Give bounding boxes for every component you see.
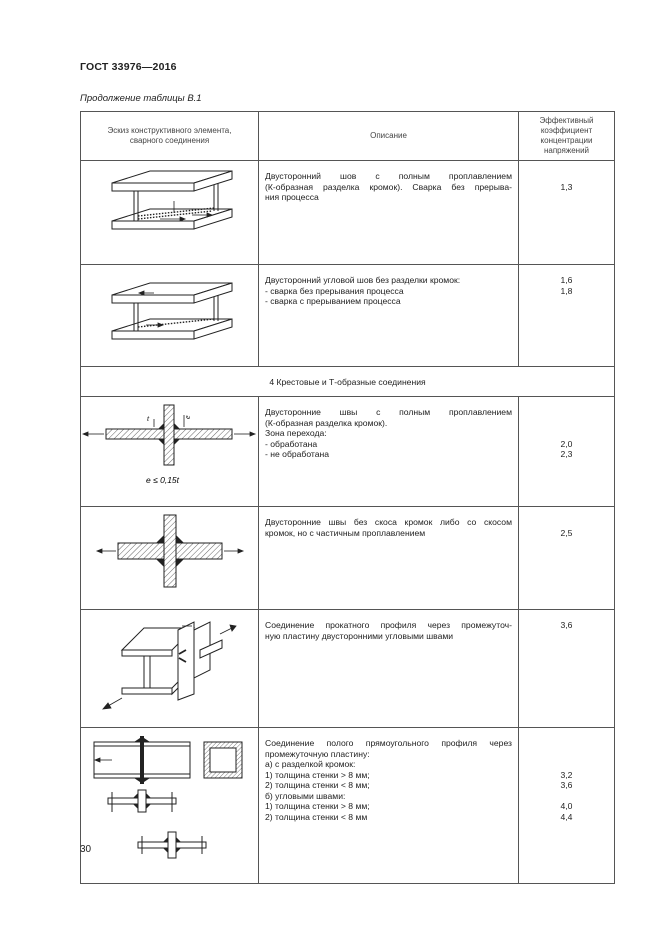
sketch-cell	[81, 507, 259, 610]
document-title: ГОСТ 33976—2016	[80, 61, 177, 73]
hollow-section-via-plate-sketch	[82, 728, 258, 873]
double-fillet-no-bevel-sketch	[82, 265, 258, 356]
table-row	[81, 610, 615, 728]
coefficient-value	[519, 428, 614, 439]
transition-label-e: e	[182, 415, 192, 419]
table-row	[81, 265, 615, 367]
description-line: а) с разделкой кромок:	[265, 759, 356, 769]
coefficient-value: 4,4	[560, 811, 573, 822]
sketch-cell	[81, 728, 259, 884]
table-row	[81, 728, 615, 884]
table-row	[81, 397, 615, 507]
page-number: 30	[80, 844, 92, 855]
coefficient-value	[519, 171, 614, 182]
header-sketch: Эскиз конструктивного элемента, сварного соединения	[81, 112, 259, 161]
coefficient-value	[519, 791, 614, 802]
description-line: ную пластину двусторонними угловыми швами	[265, 630, 454, 641]
description-line: - сварка с прерыванием процесса	[265, 296, 401, 306]
description-line: Двусторонний угловой шов без разделки кромок:	[265, 275, 461, 285]
description-cell	[259, 161, 519, 265]
coefficient-cell	[519, 265, 615, 367]
coefficient-value	[519, 407, 614, 418]
coefficient-value	[519, 418, 614, 429]
table-header-row	[81, 112, 615, 161]
description-cell	[259, 265, 519, 367]
coefficient-value	[519, 738, 614, 749]
coefficient-value	[519, 759, 614, 770]
description-cell	[259, 397, 519, 507]
sketch-cell	[81, 397, 259, 507]
coefficient-cell	[519, 397, 615, 507]
coefficient-value: 1,8	[560, 285, 573, 296]
description-line: ния процесса	[265, 192, 319, 202]
description-line: 1) толщина стенки > 8 мм;	[265, 769, 370, 780]
description-line: - обработана	[265, 438, 318, 449]
sketch-caption: e ≤ 0,15t	[145, 475, 179, 485]
coefficient-value	[519, 517, 614, 528]
double-tee-full-penetration-sketch	[82, 161, 258, 254]
section-title: 4 Крестовые и Т-образные соединения	[81, 367, 615, 397]
rolled-profile-via-plate-sketch	[82, 610, 258, 717]
welded-joints-table	[80, 111, 615, 884]
coefficient-value: 3,6	[560, 780, 573, 790]
description-line: - не обработана	[265, 449, 330, 459]
coefficient-value: 2,5	[560, 527, 573, 538]
coefficient-value: 4,0	[560, 801, 573, 811]
description-line: промежуточную пластину:	[265, 748, 370, 759]
description-line: 2) толщина стенки < 8 мм	[265, 811, 368, 822]
sketch-cell	[81, 161, 259, 265]
description-cell	[259, 728, 519, 884]
description-line: б) угловыми швами:	[265, 790, 346, 801]
description-line: кромок, но с частичным проплавлением	[265, 527, 426, 538]
section-row	[81, 367, 615, 397]
description-line: 1) толщина стенки > 8 мм;	[265, 801, 370, 811]
sketch-cell	[81, 265, 259, 367]
coefficient-value: 3,2	[560, 769, 573, 780]
coefficient-value: 3,6	[560, 620, 573, 630]
header-coefficient: Эффективный коэффициент концентрации напряжений	[519, 112, 615, 161]
cruciform-partial-penetration-sketch	[82, 507, 258, 599]
coefficient-value: 1,6	[560, 275, 573, 285]
coefficient-cell	[519, 610, 615, 728]
header-description: Описание	[259, 112, 519, 161]
description-line: (К-образная разделка кромок). Сварка без прерыва-	[265, 181, 512, 192]
thickness-label-t: t	[146, 414, 149, 423]
description-line: Соединение полого прямоугольного профиля через	[265, 738, 512, 748]
description-line: Двусторонний шов с полным проплавлением	[265, 171, 512, 181]
sketch-cell	[81, 610, 259, 728]
coefficient-value	[519, 749, 614, 760]
coefficient-value: 1,3	[560, 181, 573, 192]
table-row	[81, 161, 615, 265]
description-line: Соединение прокатного профиля через промежуточ-	[265, 620, 512, 630]
coefficient-value: 2,0	[560, 438, 573, 449]
coefficient-cell	[519, 161, 615, 265]
coefficient-cell	[519, 507, 615, 610]
table-continuation-caption: Продолжение таблицы В.1	[80, 93, 202, 104]
table-row	[81, 507, 615, 610]
description-cell	[259, 610, 519, 728]
coefficient-value: 2,3	[560, 449, 573, 459]
description-line: 2) толщина стенки < 8 мм;	[265, 780, 370, 790]
description-cell	[259, 507, 519, 610]
description-line: - сварка без прерывания процесса	[265, 285, 404, 296]
cruciform-k-bevel-sketch	[82, 397, 258, 496]
description-line: Двусторонние швы с полным проплавлением	[265, 407, 512, 417]
coefficient-cell	[519, 728, 615, 884]
description-line: Зона перехода:	[265, 428, 327, 438]
description-line: (К-образная разделка кромок).	[265, 417, 388, 428]
description-line: Двусторонние швы без скоса кромок либо со скосом	[265, 517, 512, 527]
